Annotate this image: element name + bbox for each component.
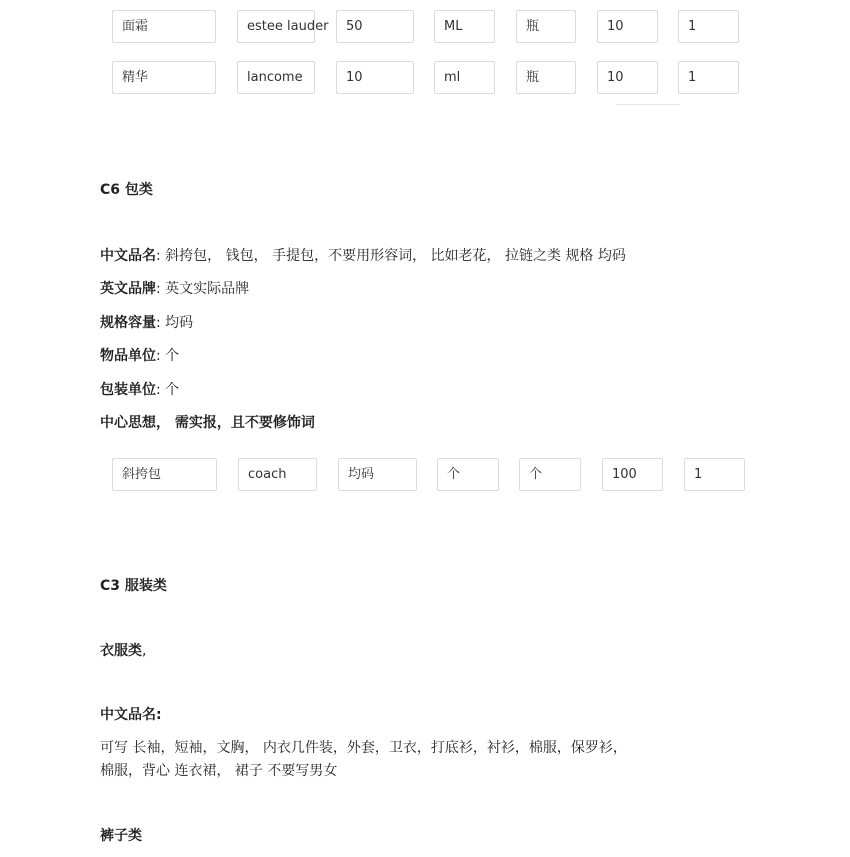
clothes-cn-name-label: 中文品名: [100,707,162,723]
bag-line-value: : 个 [156,348,180,364]
package-unit-input[interactable]: 瓶 [516,10,576,43]
package-unit-input[interactable]: 瓶 [516,61,576,94]
clothes-suffix: , [142,643,147,659]
section-heading-bags: C6 包类 [100,182,153,198]
bag-line-spec [100,313,193,333]
clothes-subheading [100,641,146,661]
quantity-input[interactable]: 10 [597,10,658,43]
bag-line-label: 中文品名 [100,248,156,264]
bag-line-label: 物品单位 [100,348,156,364]
bag-line-label: 包装单位 [100,382,156,398]
clothes-cn-name-text-line1: 可写 长袖，短袖，文胸， 内衣几件装，外套，卫衣，打底衫，衬衫，棉服，保罗衫， [100,740,627,756]
capacity-input[interactable]: 10 [336,61,414,94]
pants-subheading: 裤子类 [100,828,142,844]
unit-input[interactable]: ml [434,61,495,94]
product-name-input[interactable]: 精华 [112,61,216,94]
unit-input[interactable]: ML [434,10,495,43]
count-input[interactable]: 1 [678,10,739,43]
clothes-cn-name-text-line2: 棉服，背心 连衣裙， 裙子 不要写男女 [100,763,338,779]
quantity-input[interactable]: 100 [602,458,663,491]
bag-line-package-unit [100,380,179,400]
bag-line-value: : 英文实际品牌 [156,281,250,297]
unit-input[interactable]: 个 [437,458,499,491]
bag-line-en-brand [100,279,249,299]
bag-line-value: : 个 [156,382,180,398]
count-input[interactable]: 1 [684,458,745,491]
product-name-input[interactable]: 面霜 [112,10,216,43]
bag-line-label: 规格容量 [100,315,156,331]
capacity-input[interactable]: 50 [336,10,414,43]
brand-input[interactable]: estee lauder [237,10,315,43]
brand-input[interactable]: coach [238,458,317,491]
capacity-input[interactable]: 均码 [338,458,417,491]
bag-line-value: : 斜挎包， 钱包， 手提包，不要用形容词， 比如老花， 拉链之类 规格 均码 [156,248,626,264]
bag-principle: 中心思想， 需实报，且不要修饰词 [100,415,315,431]
product-name-input[interactable]: 斜挎包 [112,458,217,491]
divider [616,104,680,105]
brand-input[interactable]: lancome [237,61,315,94]
count-input[interactable]: 1 [678,61,739,94]
bag-line-label: 英文品牌 [100,281,156,297]
quantity-input[interactable]: 10 [597,61,658,94]
section-heading-clothing: C3 服装类 [100,578,167,594]
clothes-label: 衣服类 [100,643,142,659]
bag-line-value: : 均码 [156,315,194,331]
bag-line-item-unit [100,346,179,366]
bag-line-cn-name [100,246,626,266]
package-unit-input[interactable]: 个 [519,458,581,491]
